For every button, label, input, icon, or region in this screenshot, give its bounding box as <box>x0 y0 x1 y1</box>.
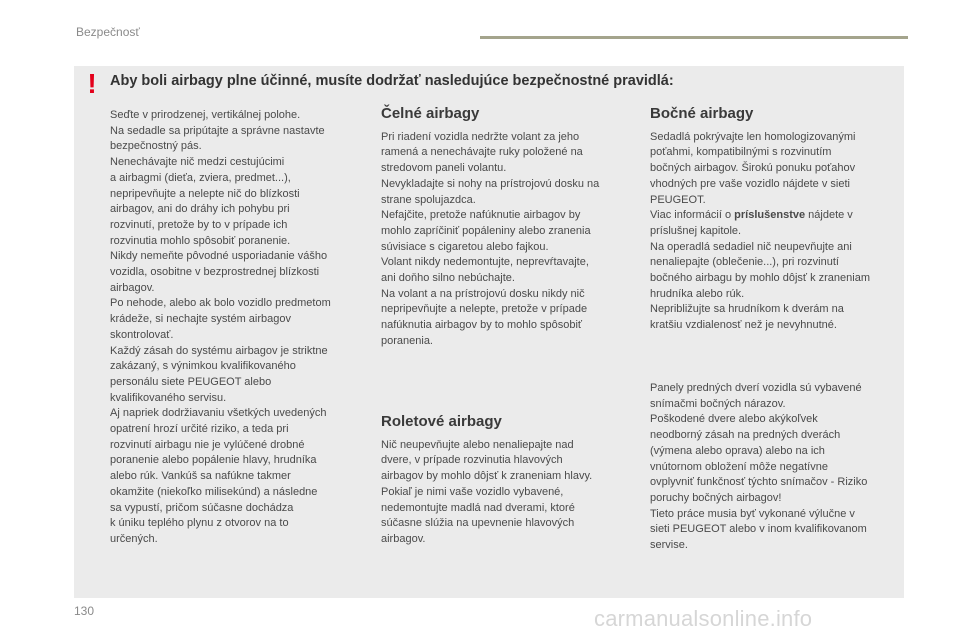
text-line: ramená a nenechávajte ruky položené na <box>381 146 583 159</box>
side-airbags-text-a <box>650 130 902 209</box>
text-line: poranenie alebo popálenie hlavy, hrudníka <box>110 454 317 467</box>
text-line: bezpečnostný pás. <box>110 140 202 153</box>
text-line: stredovom paneli volantu. <box>381 162 507 175</box>
text-line: dvere, v prípade rozvinutia hlavových <box>381 454 563 467</box>
text-line: poruchy bočných airbagov! <box>650 491 782 504</box>
text-line: Po nehode, alebo ak bolo vozidlo predmetom <box>110 297 331 310</box>
text-line: Nefajčite, pretože nafúknutie airbagov by <box>381 209 581 222</box>
text-line: k úniku teplého plynu z otvorov na to <box>110 517 289 530</box>
door-sensors-text <box>650 381 902 554</box>
text-line: airbagov, ani do dráhy ich pohybu pri <box>110 203 290 216</box>
text-line: rozvinutí, pretože by to v prípade ich <box>110 218 288 231</box>
text-line: Každý zásah do systému airbagov je striktne <box>110 344 328 357</box>
panel-title: Aby boli airbagy plne účinné, musíte dodržať nasledujúce bezpečnostné pravidlá: <box>110 73 674 89</box>
curtain-airbags-section <box>381 414 631 548</box>
page-number: 130 <box>74 604 95 618</box>
text-line: Seďte v prirodzenej, vertikálnej polohe. <box>110 109 301 121</box>
text-line: Aj napriek dodržiavaniu všetkých uvedených <box>110 407 327 420</box>
general-rules <box>110 108 372 548</box>
text-line: Nevykladajte si nohy na prístrojovú dosku na <box>381 177 600 190</box>
text-line: Na operadlá sedadiel nič neupevňujte ani <box>650 240 852 253</box>
curtain-airbags-heading: Roletové airbagy <box>381 413 502 430</box>
text-line: (výmena alebo oprava) alebo na ich <box>650 444 825 457</box>
exclamation-warning-icon: ! <box>87 68 97 99</box>
text-line: hrudníka alebo rúk. <box>650 287 745 300</box>
text-line: príslušnej kapitole. <box>650 224 742 237</box>
frontal-airbags-heading: Čelné airbagy <box>381 105 480 122</box>
text-line: personálu siete PEUGEOT alebo <box>110 375 272 388</box>
text-line: ovplyvniť funkčnosť týchto snímačov - Riziko <box>650 476 868 489</box>
text-line: sa vypustí, pričom súčasne dochádza <box>110 501 294 514</box>
text-line: a airbagmi (dieťa, zviera, predmet...), <box>110 171 291 184</box>
text-line: vnútornom obložení môže negatívne <box>650 460 828 473</box>
text-line: strane spolujazdca. <box>381 193 476 206</box>
text-line: Pokiaľ je nimi vaše vozidlo vybavené, <box>381 485 564 498</box>
side-airbags-text-b <box>650 224 902 334</box>
header-divider <box>480 36 908 39</box>
text-line: súvisiace s cigaretou alebo fajkou. <box>381 240 549 253</box>
text-line: kvalifikovaného servisu. <box>110 391 227 404</box>
text-line: Nepribližujte sa hrudníkom k dverám na <box>650 303 844 316</box>
text-line: súčasne slúžia na upevnenie hlavových <box>381 517 575 530</box>
text-line: Nikdy nemeňte pôvodné usporiadanie vášho <box>110 250 328 263</box>
text-line: zakázaný, s výnimkou kvalifikovaného <box>110 360 296 373</box>
section-label: Bezpečnosť <box>76 25 140 39</box>
text-line: poranenia. <box>381 334 433 347</box>
side-airbags-section <box>650 106 902 334</box>
text-line: airbagov by mohlo dôjsť k zraneniam hlavy. <box>381 470 593 483</box>
text-line: mohlo zapríčiniť popáleniny alebo zranenia <box>381 224 591 237</box>
text-line: nenaliepajte (oblečenie...), pri rozvinutí <box>650 256 839 269</box>
text-line: servise. <box>650 539 688 552</box>
text-line: vozidla, osobitne v bezprostrednej blízkosti <box>110 266 320 279</box>
text-line: Na sedadle sa pripútajte a správne nastavte <box>110 124 325 137</box>
text-line: poťahmi, kompatibilnými s rozvinutím <box>650 146 832 159</box>
text-line: vhodných pre vaše vozidlo nájdete v sieti <box>650 177 850 190</box>
accessory-link: príslušenstve <box>734 209 806 222</box>
text-line: airbagov. <box>110 281 155 294</box>
door-sensors-section <box>650 381 902 554</box>
text-line: Volant nikdy nedemontujte, neprevŕtavajte, <box>381 256 589 269</box>
text-line: krádeže, si nechajte systém airbagov <box>110 313 291 326</box>
text-line: určených. <box>110 532 158 545</box>
text-line: snímačmi bočných nárazov. <box>650 397 786 410</box>
text-line: neodborný zásah na predných dverách <box>650 429 841 442</box>
text-line: alebo rúk. Vankúš sa nafúkne takmer <box>110 470 291 483</box>
accessory-post: nájdete v <box>805 209 853 222</box>
text-line: Panely predných dverí vozidla sú vybavené <box>650 382 862 394</box>
text-line: nepripevňujte a nelepte nič do blízkosti <box>110 187 300 200</box>
text-line: Tieto práce musia byť vykonané výlučne v <box>650 507 855 520</box>
text-line: skontrolovať. <box>110 328 174 341</box>
text-line: Sedadlá pokrývajte len homologizovanými <box>650 130 856 143</box>
text-line: rozvinutí airbagu nie je vylúčené drobné <box>110 438 305 451</box>
text-line: Nič neupevňujte alebo nenaliepajte nad <box>381 438 574 451</box>
text-line: sieti PEUGEOT alebo v inom kvalifikovanom <box>650 523 867 536</box>
accessory-pre: Viac informácií o <box>650 209 735 222</box>
text-line: opatrení hrozí určité riziko, a teda pri <box>110 423 289 436</box>
text-line: rozvinutia mohlo spôsobiť poranenie. <box>110 234 291 247</box>
curtain-airbags-text <box>381 438 631 548</box>
accessory-line <box>650 208 902 224</box>
text-line: airbagov. <box>381 532 426 545</box>
text-line: okamžite (niekoľko milisekúnd) a následne <box>110 485 318 498</box>
text-line: Nenechávajte nič medzi cestujúcimi <box>110 156 285 169</box>
text-line: nepripevňujte a nelepte, pretože v prípade <box>381 303 588 316</box>
text-line: nedemontujte madlá nad dverami, ktoré <box>381 501 575 514</box>
side-airbags-heading: Bočné airbagy <box>650 105 754 122</box>
text-line: PEUGEOT. <box>650 193 706 206</box>
text-line: bočných airbagov. Širokú ponuku poťahov <box>650 162 856 175</box>
watermark: carmanualsonline.info <box>594 606 813 631</box>
text-line: bočného airbagu by mohlo dôjsť k zraneniam <box>650 272 870 285</box>
text-line: nafúknutia airbagov by to mohlo spôsobiť <box>381 319 583 332</box>
text-line: Na volant a na prístrojovú dosku nikdy nič <box>381 287 585 300</box>
text-line: ani doňho silno nebúchajte. <box>381 272 515 285</box>
frontal-airbags-text <box>381 130 631 350</box>
frontal-airbags-section <box>381 106 631 350</box>
text-line: kratšiu vzdialenosť než je nevyhnutné. <box>650 319 837 332</box>
text-line: Poškodené dvere alebo akýkoľvek <box>650 413 818 426</box>
text-line: Pri riadení vozidla nedržte volant za jeho <box>381 130 580 143</box>
